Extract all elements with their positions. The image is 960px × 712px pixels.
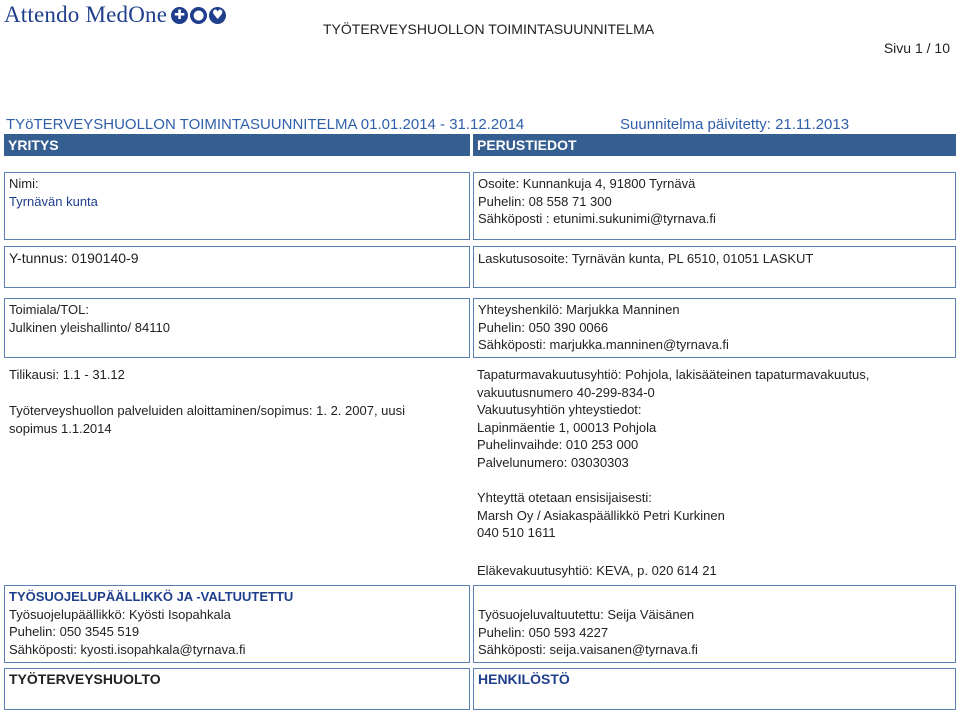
plan-title-row (6, 116, 956, 133)
logo-text: Attendo MedOne (4, 2, 168, 27)
industry-label: Toimiala/TOL: (9, 302, 89, 317)
industry-value: Julkinen yleishallinto/ 84110 (9, 319, 170, 335)
company-billing: Laskutusosoite: Tyrnävän kunta, PL 6510, 01051 LASKUT (478, 251, 814, 266)
safety-heading: TYÖSUOJELUPÄÄLLIKKÖ JA -VALTUUTETTU (9, 589, 294, 604)
company-name-label: Nimi: (9, 176, 39, 191)
section-tyoterveyshuolto: TYÖTERVEYSHUOLTO (9, 671, 161, 687)
company-name: Tyrnävän kunta (9, 193, 98, 209)
pension-insurance: Eläkevakuutusyhtiö: KEVA, p. 020 614 21 (477, 563, 717, 578)
insurance-line5: Puhelinvaihde: 010 253 000 (477, 437, 639, 453)
safety-manager-email: Sähköposti: kyosti.isopahkala@tyrnava.fi (9, 641, 246, 657)
section-perustiedot: PERUSTIEDOT (473, 134, 956, 156)
industry-box (4, 298, 470, 358)
safety-manager-name: Työsuojelupäällikkö: Kyösti Isopahkala (9, 606, 231, 622)
insurance-line6: Palvelunumero: 03030303 (477, 454, 629, 470)
company-ytunnus: Y-tunnus: 0190140-9 (9, 250, 139, 266)
contact-phone: Puhelin: 050 390 0066 (478, 319, 609, 335)
company-address-box (473, 172, 956, 240)
document-header-title: TYÖTERVEYSHUOLLON TOIMINTASUUNNITELMA (323, 21, 655, 37)
primary-contact-label: Yhteyttä otetaan ensisijaisesti: (477, 490, 652, 505)
company-phone: Puhelin: 08 558 71 300 (478, 193, 612, 209)
page-number: Sivu 1 / 10 (883, 40, 950, 56)
safety-rep-box (473, 585, 956, 663)
personnel-box (473, 668, 956, 710)
insurance-line4: Lapinmäentie 1, 00013 Pohjola (477, 419, 657, 435)
plan-title: TYöTERVEYSHUOLLON TOIMINTASUUNNITELMA 01.01.2014 - 31.12.2014 (6, 116, 525, 133)
insurance-block (477, 366, 955, 472)
heart-icon: ♥ (209, 7, 226, 24)
circle-icon: ● (190, 7, 207, 24)
primary-contact-block (477, 489, 955, 542)
plan-updated: Suunnitelma päivitetty: 21.11.2013 (620, 116, 850, 133)
insurance-line1: Tapaturmavakuutusyhtiö: Pohjola, lakisääteinen tapaturmavakuutus, (477, 367, 870, 382)
primary-contact-name: Marsh Oy / Asiakaspäällikkö Petri Kurkinen (477, 507, 725, 523)
section-henkilosto: HENKILÖSTÖ (478, 671, 570, 687)
service-agreement-line1: Työterveyshuollon palveluiden aloittaminen/sopimus: 1. 2. 2007, uusi (9, 403, 406, 418)
primary-contact-phone: 040 510 1611 (477, 525, 556, 541)
billing-box (473, 246, 956, 288)
service-agreement-line2: sopimus 1.1.2014 (9, 420, 112, 436)
company-email: Sähköposti : etunimi.sukunimi@tyrnava.fi (478, 211, 716, 227)
occupational-health-box (4, 668, 470, 710)
company-name-box (4, 172, 470, 240)
safety-manager-phone: Puhelin: 050 3545 519 (9, 624, 140, 640)
plus-icon: ✚ (171, 7, 188, 24)
contact-email: Sähköposti: marjukka.manninen@tyrnava.fi (478, 337, 729, 353)
ytunnus-box (4, 246, 470, 288)
section-yritys: YRITYS (4, 134, 470, 156)
service-agreement (9, 402, 469, 437)
safety-manager-box (4, 585, 470, 663)
contact-box (473, 298, 956, 358)
safety-rep-phone: Puhelin: 050 593 4227 (478, 624, 609, 640)
insurance-line2: vakuutusnumero 40-299-834-0 (477, 384, 655, 400)
insurance-line3: Vakuutusyhtiön yhteystiedot: (477, 402, 642, 418)
fiscal-period: Tilikausi: 1.1 - 31.12 (9, 367, 125, 382)
safety-rep-name: Työsuojeluvaltuutettu: Seija Väisänen (478, 607, 695, 622)
contact-person: Yhteyshenkilö: Marjukka Manninen (478, 302, 680, 317)
company-logo (4, 2, 226, 28)
company-address: Osoite: Kunnankuja 4, 91800 Tyrnävä (478, 176, 696, 191)
safety-rep-email: Sähköposti: seija.vaisanen@tyrnava.fi (478, 642, 698, 658)
